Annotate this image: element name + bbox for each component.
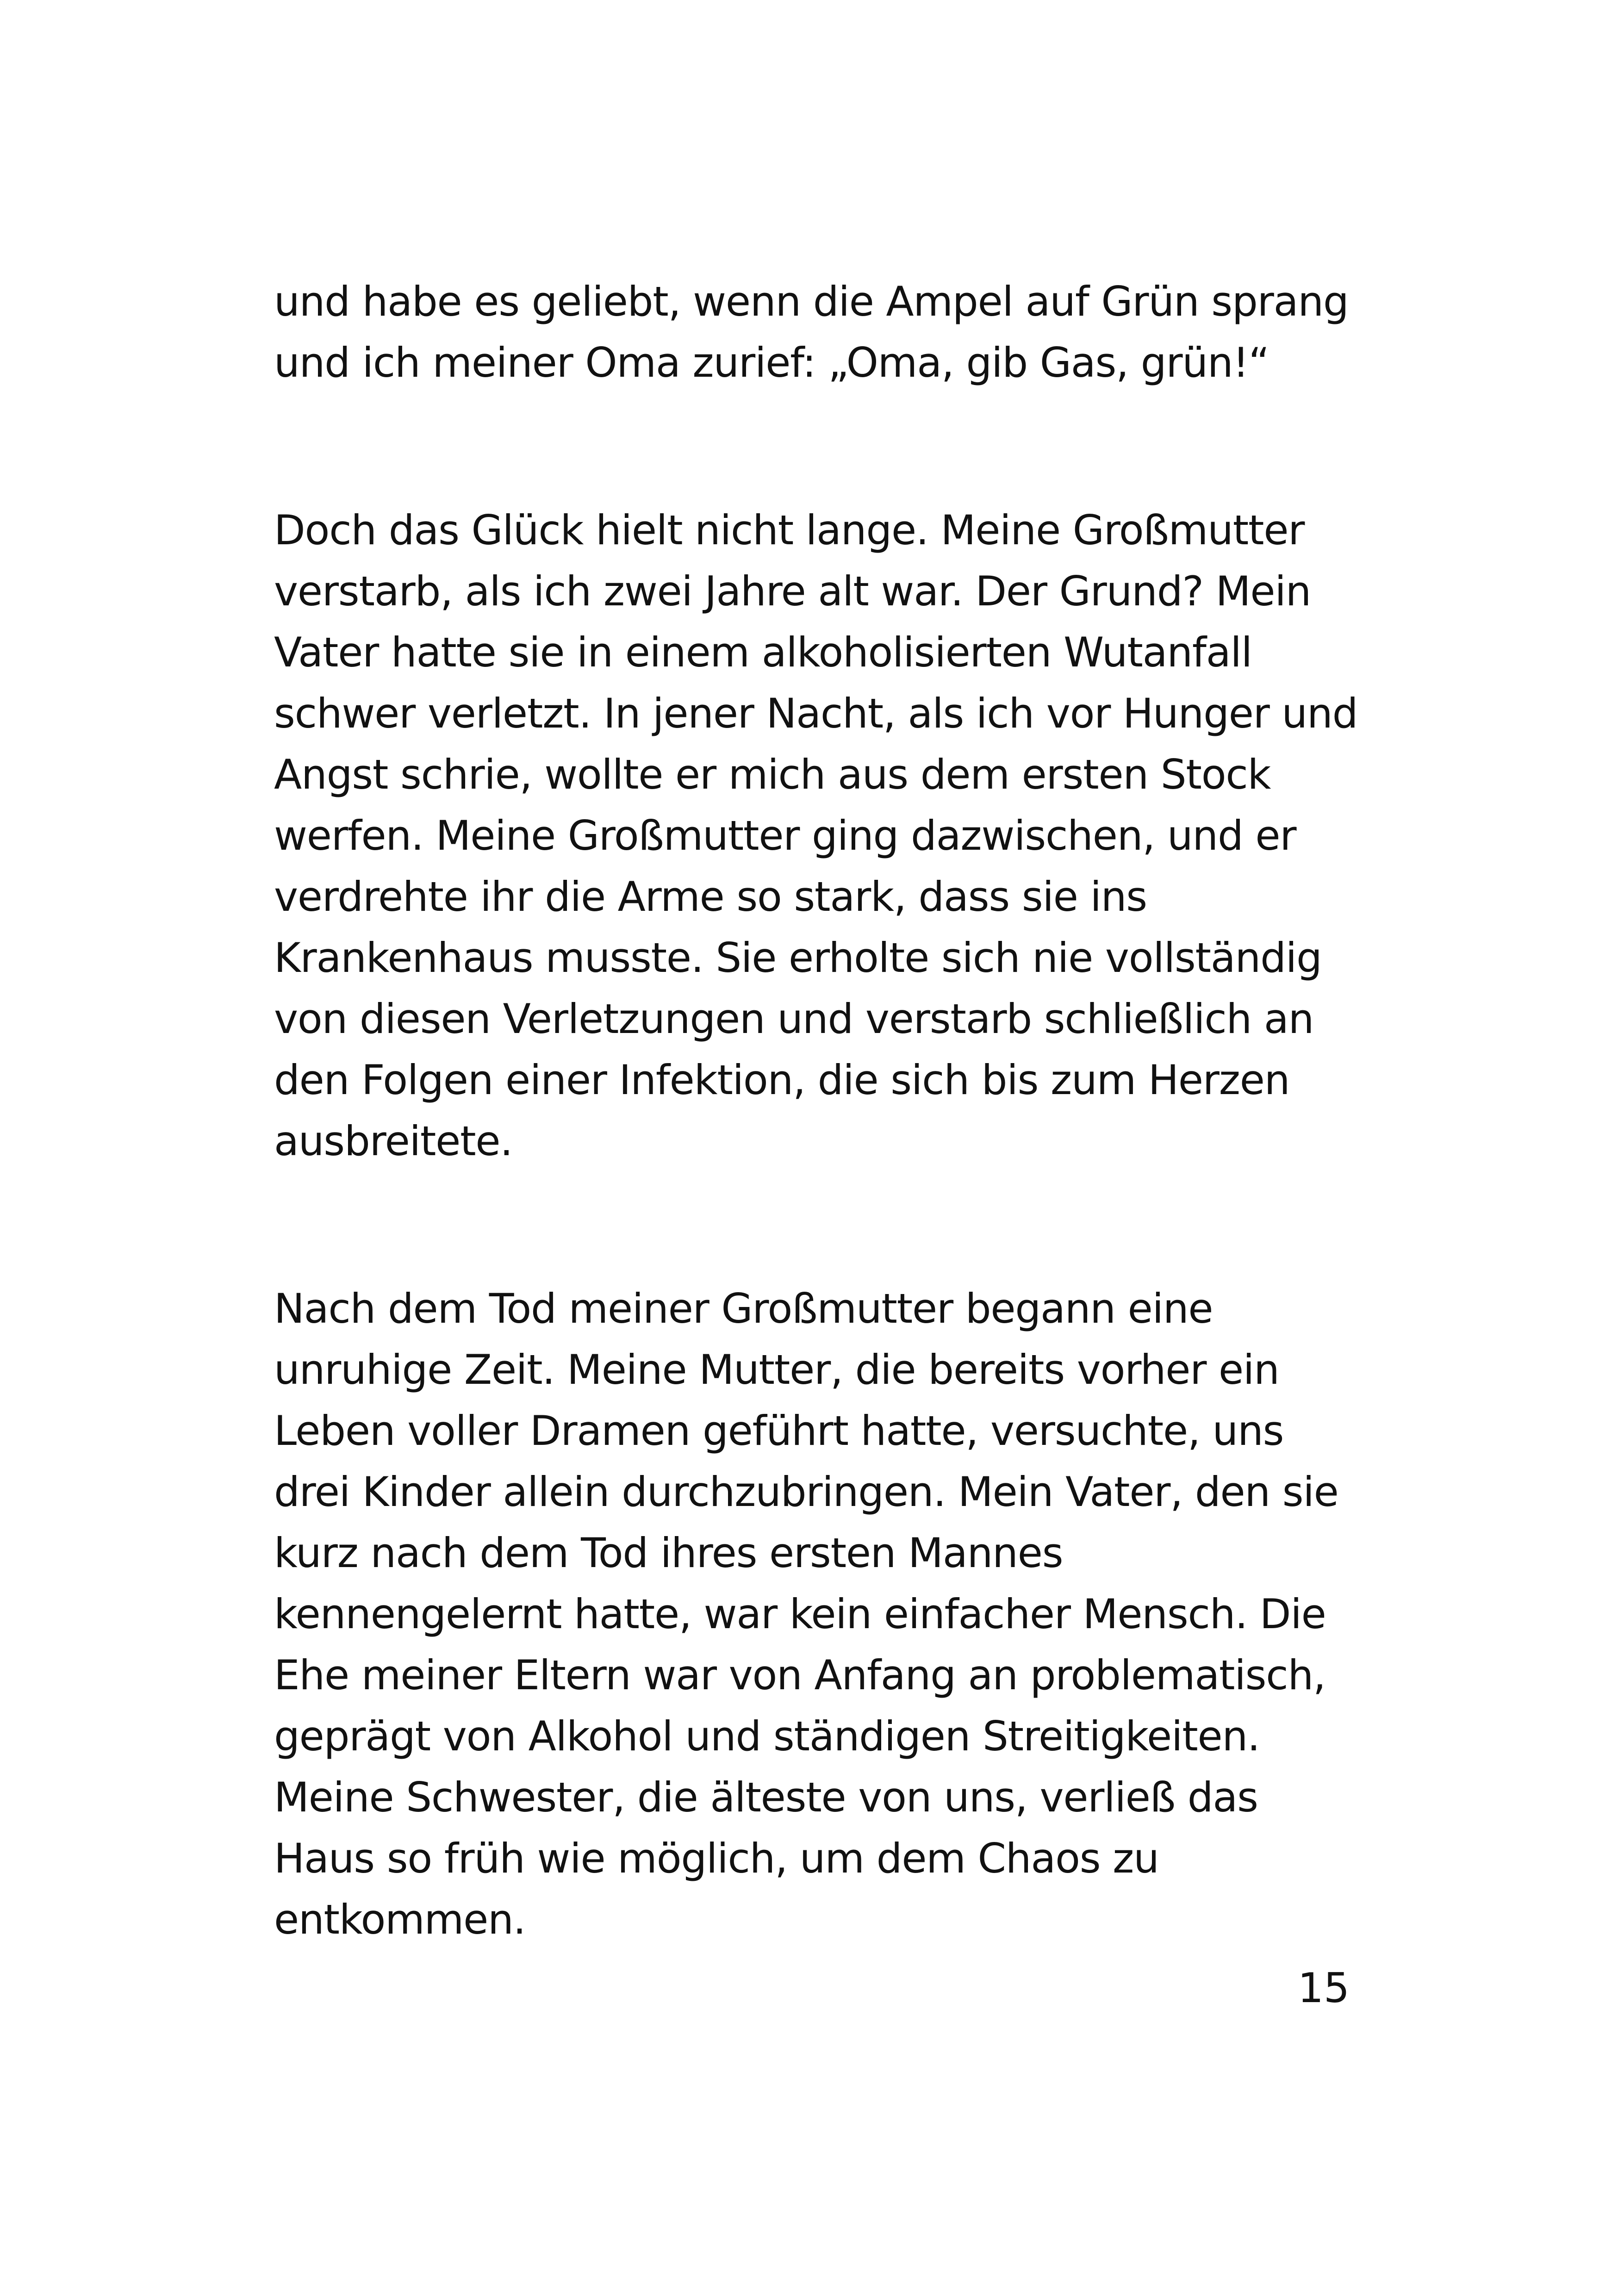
page-number: 15 bbox=[1298, 1964, 1350, 2012]
text-line: ausbreitete. bbox=[274, 1117, 513, 1165]
text-line: Leben voller Dramen geführt hatte, versuchte, uns bbox=[274, 1407, 1284, 1455]
text-line: Nach dem Tod meiner Großmutter begann eine bbox=[274, 1285, 1213, 1332]
text-line: Meine Schwester, die älteste von uns, verließ das bbox=[274, 1773, 1258, 1821]
text-line: werfen. Meine Großmutter ging dazwischen, und er bbox=[274, 812, 1296, 859]
text-line: von diesen Verletzungen und verstarb schließlich an bbox=[274, 995, 1314, 1043]
text-line: Doch das Glück hielt nicht lange. Meine Großmutter bbox=[274, 506, 1305, 554]
text-line: drei Kinder allein durchzubringen. Mein Vater, den sie bbox=[274, 1468, 1338, 1516]
text-line: Krankenhaus musste. Sie erholte sich nie vollständig bbox=[274, 934, 1322, 982]
text-line: verdrehte ihr die Arme so stark, dass sie ins bbox=[274, 873, 1147, 921]
text-line: kurz nach dem Tod ihres ersten Mannes bbox=[274, 1529, 1063, 1577]
text-line: entkommen. bbox=[274, 1896, 526, 1943]
text-line: Vater hatte sie in einem alkoholisierten Wutanfall bbox=[274, 628, 1252, 676]
text-line: geprägt von Alkohol und ständigen Streitigkeiten. bbox=[274, 1712, 1260, 1760]
text-line: und ich meiner Oma zurief: „Oma, gib Gas, grün!“ bbox=[274, 339, 1269, 386]
text-line: unruhige Zeit. Meine Mutter, die bereits vorher ein bbox=[274, 1346, 1279, 1394]
text-line: kennengelernt hatte, war kein einfacher Mensch. Die bbox=[274, 1590, 1326, 1638]
text-line: Angst schrie, wollte er mich aus dem ersten Stock bbox=[274, 751, 1271, 798]
text-line: Haus so früh wie möglich, um dem Chaos zu bbox=[274, 1835, 1159, 1882]
text-line: verstarb, als ich zwei Jahre alt war. Der Grund? Mein bbox=[274, 567, 1311, 615]
text-line: den Folgen einer Infektion, die sich bis zum Herzen bbox=[274, 1056, 1290, 1104]
text-line: schwer verletzt. In jener Nacht, als ich vor Hunger und bbox=[274, 690, 1358, 737]
text-line: und habe es geliebt, wenn die Ampel auf Grün sprang bbox=[274, 278, 1349, 325]
text-line: Ehe meiner Eltern war von Anfang an problematisch, bbox=[274, 1651, 1326, 1699]
